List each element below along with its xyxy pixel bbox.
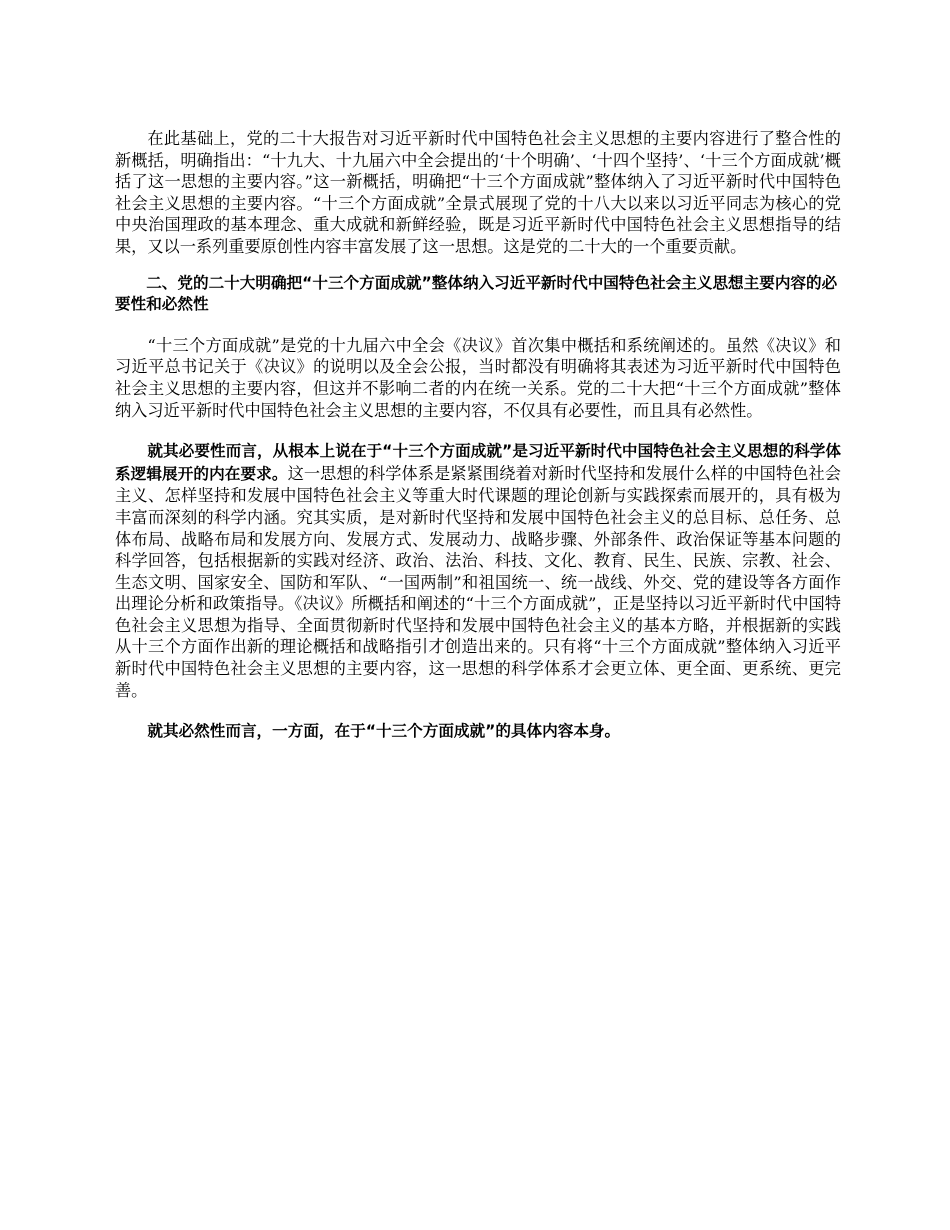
bold-lead-sentence: 就其必要性而言，从根本上说在于“十三个方面成就”是习近平新时代中国特色社会主义思想的科学体系逻辑展开的内在要求。: [115, 442, 841, 483]
document-page: [115, 128, 841, 743]
bold-lead-sentence: 就其必然性而言，一方面，在于“十三个方面成就”的具体内容本身。: [147, 722, 621, 741]
body-paragraph: 在此基础上，党的二十大报告对习近平新时代中国特色社会主义思想的主要内容进行了整合性的新概括，明确指出：“十九大、十九届六中全会提出的‘十个明确’、‘十四个坚持’、‘十三个方面成就’概括了这一思想的主要内容。”这一新概括，明确把“十三个方面成就”整体纳入了习近平新时代中国特色社会主义思想的主要内容。“十三个方面成就”全景式展现了党的十八大以来以习近平同志为核心的党中央治国理政的基本理念、重大成就和新鲜经验，既是习近平新时代中国特色社会主义思想指导的结果，又以一系列重要原创性内容丰富发展了这一思想。这是党的二十大的一个重要贡献。: [115, 129, 841, 256]
body-paragraph: [115, 440, 841, 701]
bold-paragraph: [115, 720, 841, 743]
paragraph-body-text: 这一思想的科学体系是紧紧围绕着对新时代坚持和发展什么样的中国特色社会主义、怎样坚持和发展中国特色社会主义等重大时代课题的理论创新与实践探索而展开的，具有极为丰富而深刻的科学内涵。究其实质，是对新时代坚持和发展中国特色社会主义的总目标、总任务、总体布局、战略布局和发展方向、发展方式、发展动力、战略步骤、外部条件、政治保证等基本问题的科学回答，包括根据新的实践对经济、政治、法治、科技、文化、教育、民生、民族、宗教、社会、生态文明、国家安全、国防和军队、“一国两制”和祖国统一、统一战线、外交、党的建设等各方面作出理论分析和政策指导。《决议》所概括和阐述的“十三个方面成就”，正是坚持以习近平新时代中国特色社会主义思想为指导、全面贯彻新时代坚持和发展中国特色社会主义的基本方略，并根据新的实践从十三个方面作出新的理论概括和战略指引才创造出来的。只有将“十三个方面成就”整体纳入习近平新时代中国特色社会主义思想的主要内容，这一思想的科学体系才会更立体、更全面、更系统、更完善。: [115, 463, 841, 700]
body-paragraph: “十三个方面成就”是党的十九届六中全会《决议》首次集中概括和系统阐述的。虽然《决议》和习近平总书记关于《决议》的说明以及全会公报，当时都没有明确将其表述为习近平新时代中国特色社会主义思想的主要内容，但这并不影响二者的内在统一关系。党的二十大把“十三个方面成就”整体纳入习近平新时代中国特色社会主义思想的主要内容，不仅具有必要性，而且具有必然性。: [115, 335, 841, 420]
section-heading: 二、党的二十大明确把“十三个方面成就”整体纳入习近平新时代中国特色社会主义思想主要内容的必要性和必然性: [115, 273, 838, 314]
